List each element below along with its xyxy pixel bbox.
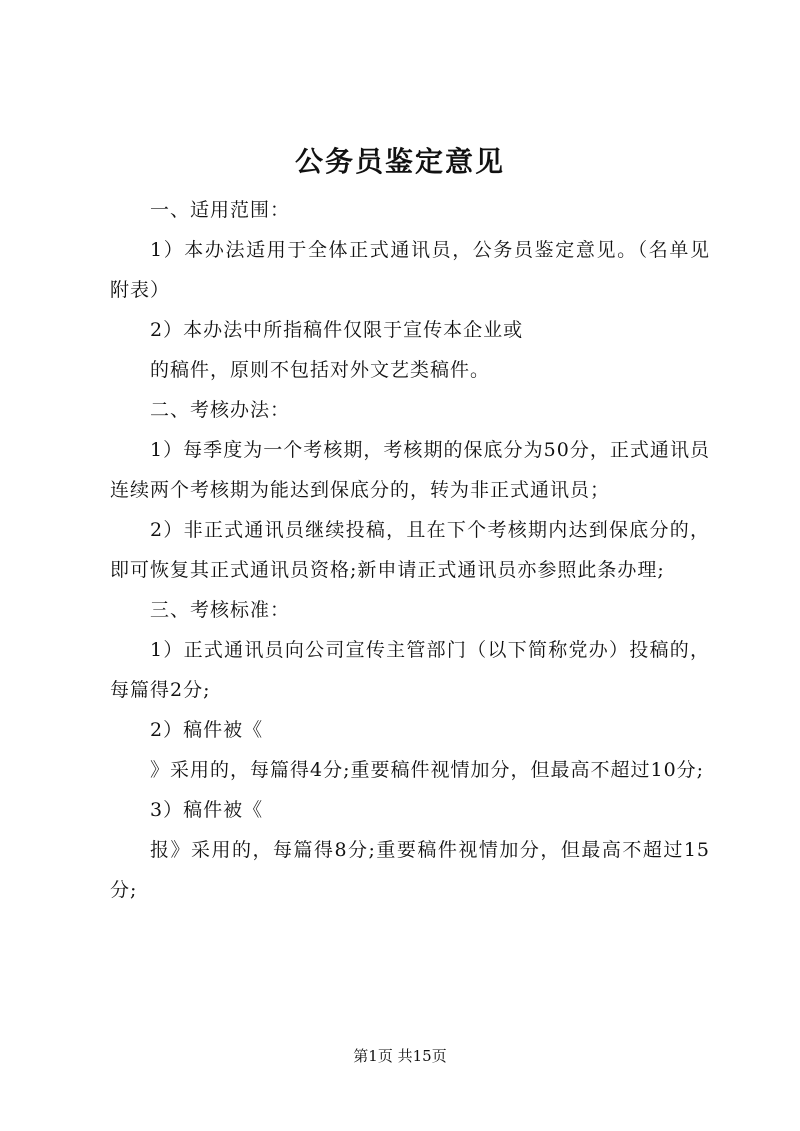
paragraph: 》采用的，每篇得4分;重要稿件视情加分，但最高不超过10分; <box>150 759 705 781</box>
paragraph: 2）稿件被《 <box>150 719 264 741</box>
paragraph: 报》采用的，每篇得8分;重要稿件视情加分，但最高不超过15分; <box>110 839 710 901</box>
paragraph: 一、适用范围： <box>150 199 291 221</box>
paragraph: 的稿件，原则不包括对外文艺类稿件。 <box>150 359 491 381</box>
paragraph: 2）本办法中所指稿件仅限于宣传本企业或 <box>150 319 524 341</box>
paragraph: 二、考核办法： <box>150 399 291 421</box>
paragraph: 3）稿件被《 <box>150 799 264 821</box>
document-title: 公务员鉴定意见 <box>294 145 505 178</box>
paragraph: 1）本办法适用于全体正式通讯员，公务员鉴定意见。（名单见附表） <box>110 239 710 301</box>
document-body <box>110 190 710 910</box>
paragraph: 2）非正式通讯员继续投稿，且在下个考核期内达到保底分的，即可恢复其正式通讯员资格;新申请正式通讯员亦参照此条办理; <box>110 519 710 581</box>
paragraph: 1）正式通讯员向公司宣传主管部门（以下简称党办）投稿的，每篇得2分; <box>110 639 710 701</box>
paragraph: 三、考核标准： <box>150 599 291 621</box>
page-number-footer: 第1页 共15页 <box>353 1047 447 1065</box>
paragraph: 1）每季度为一个考核期，考核期的保底分为50分，正式通讯员连续两个考核期为能达到保底分的，转为非正式通讯员； <box>110 439 710 501</box>
